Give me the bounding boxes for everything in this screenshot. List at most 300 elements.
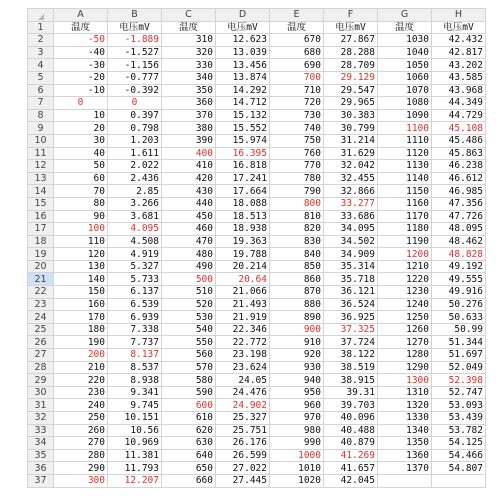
table-cell[interactable]: 50.633 [432, 311, 486, 324]
column-header[interactable]: E [270, 9, 324, 22]
column-header[interactable]: B [108, 9, 162, 22]
row-header[interactable]: 30 [28, 386, 54, 399]
table-cell[interactable]: 1210 [378, 260, 432, 273]
table-cell[interactable]: 1290 [378, 361, 432, 374]
table-cell[interactable]: 430 [162, 185, 216, 198]
table-cell[interactable]: 21.493 [216, 298, 270, 311]
table-cell[interactable]: 340 [162, 71, 216, 84]
table-cell[interactable]: 530 [162, 311, 216, 324]
table-cell[interactable]: 1010 [270, 462, 324, 475]
table-header-cell[interactable]: 电压mV [432, 21, 486, 34]
table-cell[interactable]: 270 [54, 437, 108, 450]
table-cell[interactable]: 970 [270, 412, 324, 425]
table-cell[interactable]: 6.939 [108, 311, 162, 324]
table-cell[interactable]: 1100 [378, 122, 432, 135]
table-cell[interactable]: 51.697 [432, 349, 486, 362]
table-cell[interactable]: 570 [162, 361, 216, 374]
table-cell[interactable]: 43.585 [432, 71, 486, 84]
table-cell[interactable]: 18.088 [216, 197, 270, 210]
table-cell[interactable]: 1310 [378, 386, 432, 399]
table-cell[interactable]: 45.486 [432, 134, 486, 147]
table-cell[interactable]: 50 [54, 160, 108, 173]
table-cell[interactable]: 950 [270, 386, 324, 399]
table-cell[interactable]: 140 [54, 273, 108, 286]
table-cell[interactable]: 1340 [378, 424, 432, 437]
table-cell[interactable]: -0.777 [108, 71, 162, 84]
table-cell[interactable]: 670 [270, 34, 324, 47]
table-cell[interactable]: 2.436 [108, 172, 162, 185]
row-header[interactable]: 18 [28, 235, 54, 248]
table-cell[interactable]: 31.214 [324, 134, 378, 147]
table-cell[interactable]: 70 [54, 185, 108, 198]
table-cell[interactable]: 35.314 [324, 260, 378, 273]
table-cell[interactable]: 48.095 [432, 223, 486, 236]
table-cell[interactable]: 24.476 [216, 386, 270, 399]
row-header[interactable]: 6 [28, 84, 54, 97]
table-cell[interactable]: 740 [270, 122, 324, 135]
table-cell[interactable]: 44.729 [432, 109, 486, 122]
table-cell[interactable]: 29.965 [324, 97, 378, 110]
table-cell[interactable]: 310 [162, 34, 216, 47]
table-cell[interactable]: -1.156 [108, 59, 162, 72]
table-header-cell[interactable]: 温度 [270, 21, 324, 34]
table-cell[interactable]: 540 [162, 323, 216, 336]
table-cell[interactable]: 31.629 [324, 147, 378, 160]
row-header[interactable]: 37 [28, 474, 54, 487]
row-header[interactable]: 35 [28, 449, 54, 462]
table-cell[interactable]: 18.938 [216, 223, 270, 236]
table-cell[interactable]: 38.915 [324, 374, 378, 387]
table-cell[interactable]: 36.925 [324, 311, 378, 324]
table-cell[interactable]: 12.623 [216, 34, 270, 47]
table-cell[interactable]: 1000 [270, 449, 324, 462]
table-cell[interactable]: 1230 [378, 286, 432, 299]
table-cell[interactable]: 990 [270, 437, 324, 450]
table-cell[interactable]: 1320 [378, 399, 432, 412]
table-cell[interactable]: 34.909 [324, 248, 378, 261]
table-cell[interactable]: 710 [270, 84, 324, 97]
table-cell[interactable]: 10.151 [108, 412, 162, 425]
table-cell[interactable]: 38.122 [324, 349, 378, 362]
table-cell[interactable]: 18.513 [216, 210, 270, 223]
table-cell[interactable]: 39.703 [324, 399, 378, 412]
table-cell[interactable]: 42.432 [432, 34, 486, 47]
column-header[interactable]: C [162, 9, 216, 22]
table-cell[interactable]: 1020 [270, 474, 324, 487]
table-cell[interactable]: 4.095 [108, 223, 162, 236]
table-cell[interactable]: 580 [162, 374, 216, 387]
row-header[interactable]: 31 [28, 399, 54, 412]
table-cell[interactable]: 350 [162, 84, 216, 97]
table-cell[interactable]: 770 [270, 160, 324, 173]
table-cell[interactable]: 440 [162, 197, 216, 210]
table-cell[interactable]: 1040 [378, 46, 432, 59]
table-cell[interactable]: 450 [162, 210, 216, 223]
row-header[interactable]: 16 [28, 210, 54, 223]
row-header[interactable]: 7 [28, 97, 54, 110]
table-cell[interactable]: 17.241 [216, 172, 270, 185]
table-cell[interactable]: 380 [162, 122, 216, 135]
table-cell[interactable]: 21.066 [216, 286, 270, 299]
row-header[interactable]: 32 [28, 412, 54, 425]
table-header-cell[interactable]: 温度 [54, 21, 108, 34]
table-cell[interactable]: 1350 [378, 437, 432, 450]
table-cell[interactable]: 50.276 [432, 298, 486, 311]
table-cell[interactable]: 110 [54, 235, 108, 248]
table-cell[interactable]: 26.176 [216, 437, 270, 450]
table-cell[interactable]: 1090 [378, 109, 432, 122]
table-cell[interactable]: 28.709 [324, 59, 378, 72]
table-header-cell[interactable]: 电压mV [324, 21, 378, 34]
table-cell[interactable]: 1270 [378, 336, 432, 349]
table-cell[interactable]: 25.751 [216, 424, 270, 437]
row-header[interactable]: 11 [28, 147, 54, 160]
table-cell[interactable]: 46.985 [432, 185, 486, 198]
row-header[interactable]: 21 [28, 273, 54, 286]
table-cell[interactable]: 27.445 [216, 474, 270, 487]
table-cell[interactable]: 35.718 [324, 273, 378, 286]
table-cell[interactable]: 1240 [378, 298, 432, 311]
table-cell[interactable]: 34.095 [324, 223, 378, 236]
row-header[interactable]: 27 [28, 349, 54, 362]
table-cell[interactable]: 890 [270, 311, 324, 324]
table-cell[interactable]: 38.519 [324, 361, 378, 374]
table-cell[interactable]: -50 [54, 34, 108, 47]
table-cell[interactable]: 1130 [378, 160, 432, 173]
table-cell[interactable]: 40.488 [324, 424, 378, 437]
table-cell[interactable]: 52.049 [432, 361, 486, 374]
table-cell[interactable]: 52.398 [432, 374, 486, 387]
table-cell[interactable]: 33.277 [324, 197, 378, 210]
table-cell[interactable]: 150 [54, 286, 108, 299]
row-header[interactable]: 28 [28, 361, 54, 374]
table-cell[interactable]: 630 [162, 437, 216, 450]
table-cell[interactable]: 280 [54, 449, 108, 462]
table-cell[interactable]: 3.681 [108, 210, 162, 223]
column-header[interactable]: H [432, 9, 486, 22]
table-cell[interactable]: 870 [270, 286, 324, 299]
table-cell[interactable]: 2.022 [108, 160, 162, 173]
table-cell[interactable]: 41.269 [324, 449, 378, 462]
table-header-cell[interactable]: 电压mV [216, 21, 270, 34]
table-cell[interactable]: 1030 [378, 34, 432, 47]
table-cell[interactable]: -0.392 [108, 84, 162, 97]
table-cell[interactable]: 30 [54, 134, 108, 147]
table-cell[interactable]: 1220 [378, 273, 432, 286]
table-cell[interactable]: 260 [54, 424, 108, 437]
table-cell[interactable]: 54.807 [432, 462, 486, 475]
table-cell[interactable]: 33.686 [324, 210, 378, 223]
row-header[interactable]: 10 [28, 134, 54, 147]
table-cell[interactable]: 43.968 [432, 84, 486, 97]
table-cell[interactable]: 10 [54, 109, 108, 122]
table-cell[interactable]: 1110 [378, 134, 432, 147]
table-cell[interactable]: 810 [270, 210, 324, 223]
table-cell[interactable]: 48.462 [432, 235, 486, 248]
table-cell[interactable]: 1200 [378, 248, 432, 261]
table-cell[interactable]: 22.346 [216, 323, 270, 336]
table-header-cell[interactable]: 温度 [162, 21, 216, 34]
table-cell[interactable]: 49.916 [432, 286, 486, 299]
table-cell[interactable]: 1080 [378, 97, 432, 110]
table-cell[interactable]: 1.203 [108, 134, 162, 147]
table-cell[interactable]: 32.042 [324, 160, 378, 173]
table-cell[interactable]: 460 [162, 223, 216, 236]
table-cell[interactable]: 1060 [378, 71, 432, 84]
row-header[interactable]: 13 [28, 172, 54, 185]
table-cell[interactable]: 24.05 [216, 374, 270, 387]
table-cell[interactable]: 130 [54, 260, 108, 273]
table-cell[interactable]: 54.466 [432, 449, 486, 462]
table-cell[interactable]: 5.327 [108, 260, 162, 273]
row-header[interactable]: 14 [28, 185, 54, 198]
table-cell[interactable]: 53.782 [432, 424, 486, 437]
row-header[interactable]: 29 [28, 374, 54, 387]
row-header[interactable]: 36 [28, 462, 54, 475]
table-cell[interactable]: 210 [54, 361, 108, 374]
table-cell[interactable]: 9.341 [108, 386, 162, 399]
table-cell[interactable]: 0 [108, 97, 162, 110]
table-cell[interactable]: 1170 [378, 210, 432, 223]
table-cell[interactable]: 620 [162, 424, 216, 437]
table-cell[interactable]: 1.611 [108, 147, 162, 160]
column-header[interactable]: F [324, 9, 378, 22]
table-cell[interactable]: 16.395 [216, 147, 270, 160]
column-header[interactable]: A [54, 9, 108, 22]
table-cell[interactable]: 20.214 [216, 260, 270, 273]
table-cell[interactable]: 46.612 [432, 172, 486, 185]
table-cell[interactable]: 14.712 [216, 97, 270, 110]
table-cell[interactable]: 15.552 [216, 122, 270, 135]
row-header[interactable]: 5 [28, 71, 54, 84]
table-cell[interactable]: 290 [54, 462, 108, 475]
table-cell[interactable]: 910 [270, 336, 324, 349]
table-cell[interactable]: 10.56 [108, 424, 162, 437]
table-cell[interactable]: 1050 [378, 59, 432, 72]
table-cell[interactable]: 480 [162, 248, 216, 261]
table-cell[interactable]: 790 [270, 185, 324, 198]
table-cell[interactable]: 590 [162, 386, 216, 399]
table-cell[interactable]: 1370 [378, 462, 432, 475]
table-cell[interactable]: 15.974 [216, 134, 270, 147]
table-cell[interactable]: -1.527 [108, 46, 162, 59]
table-cell[interactable]: 610 [162, 412, 216, 425]
table-cell[interactable]: 8.137 [108, 349, 162, 362]
table-cell[interactable]: 26.599 [216, 449, 270, 462]
table-cell[interactable]: 39.31 [324, 386, 378, 399]
table-cell[interactable]: 4.919 [108, 248, 162, 261]
table-cell[interactable]: 27.867 [324, 34, 378, 47]
table-cell[interactable]: 390 [162, 134, 216, 147]
table-cell[interactable]: 1150 [378, 185, 432, 198]
table-cell[interactable]: 1140 [378, 172, 432, 185]
table-cell[interactable]: 980 [270, 424, 324, 437]
table-cell[interactable]: 32.455 [324, 172, 378, 185]
table-cell[interactable]: 330 [162, 59, 216, 72]
table-cell[interactable]: 520 [162, 298, 216, 311]
table-cell[interactable]: 550 [162, 336, 216, 349]
table-cell[interactable]: 34.502 [324, 235, 378, 248]
table-cell[interactable]: 190 [54, 336, 108, 349]
table-cell[interactable]: 160 [54, 298, 108, 311]
table-cell[interactable]: 1360 [378, 449, 432, 462]
table-cell[interactable]: 24.902 [216, 399, 270, 412]
table-cell[interactable]: 0 [54, 97, 108, 110]
table-cell[interactable]: 0.397 [108, 109, 162, 122]
row-header[interactable]: 22 [28, 286, 54, 299]
table-cell[interactable]: 8.938 [108, 374, 162, 387]
table-cell[interactable]: 60 [54, 172, 108, 185]
table-cell[interactable]: 820 [270, 223, 324, 236]
table-cell[interactable]: 1120 [378, 147, 432, 160]
table-cell[interactable]: 320 [162, 46, 216, 59]
table-cell[interactable]: 36.524 [324, 298, 378, 311]
row-header[interactable]: 33 [28, 424, 54, 437]
table-cell[interactable]: 7.737 [108, 336, 162, 349]
table-cell[interactable]: 30.799 [324, 122, 378, 135]
table-cell[interactable]: 15.132 [216, 109, 270, 122]
table-cell[interactable]: -20 [54, 71, 108, 84]
row-header[interactable]: 8 [28, 109, 54, 122]
table-cell[interactable]: 3.266 [108, 197, 162, 210]
table-cell[interactable]: 120 [54, 248, 108, 261]
table-cell[interactable]: 0.798 [108, 122, 162, 135]
table-cell[interactable]: 700 [270, 71, 324, 84]
table-cell[interactable]: 80 [54, 197, 108, 210]
table-cell[interactable] [432, 474, 486, 487]
table-cell[interactable]: 46.238 [432, 160, 486, 173]
table-header-cell[interactable]: 电压mV [108, 21, 162, 34]
table-cell[interactable]: 840 [270, 248, 324, 261]
table-cell[interactable]: 13.874 [216, 71, 270, 84]
table-cell[interactable]: 17.664 [216, 185, 270, 198]
table-cell[interactable]: 28.288 [324, 46, 378, 59]
table-cell[interactable]: 11.381 [108, 449, 162, 462]
table-cell[interactable]: 1330 [378, 412, 432, 425]
select-all-corner[interactable] [28, 9, 54, 22]
row-header[interactable]: 17 [28, 223, 54, 236]
table-cell[interactable]: 6.137 [108, 286, 162, 299]
table-cell[interactable]: 45.108 [432, 122, 486, 135]
row-header[interactable]: 26 [28, 336, 54, 349]
table-cell[interactable]: 32.866 [324, 185, 378, 198]
table-cell[interactable]: 1070 [378, 84, 432, 97]
table-cell[interactable]: 14.292 [216, 84, 270, 97]
row-header[interactable]: 12 [28, 160, 54, 173]
table-cell[interactable]: 19.788 [216, 248, 270, 261]
table-cell[interactable]: 960 [270, 399, 324, 412]
table-cell[interactable]: 930 [270, 361, 324, 374]
table-cell[interactable]: 47.356 [432, 197, 486, 210]
row-header[interactable]: 20 [28, 260, 54, 273]
row-header[interactable]: 1 [28, 21, 54, 34]
table-cell[interactable]: 850 [270, 260, 324, 273]
table-cell[interactable]: 510 [162, 286, 216, 299]
table-cell[interactable]: 53.093 [432, 399, 486, 412]
table-cell[interactable]: 1280 [378, 349, 432, 362]
table-cell[interactable]: 36.121 [324, 286, 378, 299]
table-cell[interactable]: 500 [162, 273, 216, 286]
table-cell[interactable]: 780 [270, 172, 324, 185]
row-header[interactable]: 23 [28, 298, 54, 311]
table-cell[interactable]: 180 [54, 323, 108, 336]
table-cell[interactable]: 240 [54, 399, 108, 412]
table-cell[interactable]: 13.456 [216, 59, 270, 72]
table-cell[interactable]: 370 [162, 109, 216, 122]
table-cell[interactable]: 37.325 [324, 323, 378, 336]
table-cell[interactable]: 19.363 [216, 235, 270, 248]
table-cell[interactable]: 12.207 [108, 474, 162, 487]
row-header[interactable]: 34 [28, 437, 54, 450]
table-cell[interactable]: 1190 [378, 235, 432, 248]
table-cell[interactable]: 680 [270, 46, 324, 59]
table-cell[interactable]: 900 [270, 323, 324, 336]
table-cell[interactable]: 16.818 [216, 160, 270, 173]
table-cell[interactable]: 470 [162, 235, 216, 248]
table-cell[interactable]: 52.747 [432, 386, 486, 399]
table-cell[interactable]: 48.828 [432, 248, 486, 261]
table-cell[interactable]: 40.096 [324, 412, 378, 425]
row-header[interactable]: 9 [28, 122, 54, 135]
table-cell[interactable]: 20.64 [216, 273, 270, 286]
row-header[interactable]: 2 [28, 34, 54, 47]
table-cell[interactable]: 300 [54, 474, 108, 487]
table-cell[interactable]: 90 [54, 210, 108, 223]
spreadsheet-grid[interactable] [27, 8, 486, 488]
row-header[interactable]: 24 [28, 311, 54, 324]
table-cell[interactable]: 600 [162, 399, 216, 412]
table-cell[interactable]: 690 [270, 59, 324, 72]
table-cell[interactable]: 400 [162, 147, 216, 160]
table-header-cell[interactable]: 温度 [378, 21, 432, 34]
table-cell[interactable]: -40 [54, 46, 108, 59]
table-cell[interactable]: 21.919 [216, 311, 270, 324]
table-cell[interactable]: 50.99 [432, 323, 486, 336]
table-cell[interactable]: 940 [270, 374, 324, 387]
table-cell[interactable]: -1.889 [108, 34, 162, 47]
table-cell[interactable]: 45.863 [432, 147, 486, 160]
table-cell[interactable]: -30 [54, 59, 108, 72]
table-cell[interactable]: 360 [162, 97, 216, 110]
table-cell[interactable]: -10 [54, 84, 108, 97]
table-cell[interactable]: 29.129 [324, 71, 378, 84]
column-header[interactable]: D [216, 9, 270, 22]
table-cell[interactable]: 560 [162, 349, 216, 362]
table-cell[interactable]: 23.624 [216, 361, 270, 374]
table-cell[interactable]: 49.555 [432, 273, 486, 286]
table-cell[interactable]: 200 [54, 349, 108, 362]
table-cell[interactable]: 750 [270, 134, 324, 147]
table-cell[interactable]: 6.539 [108, 298, 162, 311]
table-cell[interactable]: 920 [270, 349, 324, 362]
table-cell[interactable]: 42.045 [324, 474, 378, 487]
column-header[interactable]: G [378, 9, 432, 22]
table-cell[interactable]: 8.537 [108, 361, 162, 374]
table-cell[interactable]: 490 [162, 260, 216, 273]
table-cell[interactable]: 1260 [378, 323, 432, 336]
table-cell[interactable]: 100 [54, 223, 108, 236]
table-cell[interactable]: 2.85 [108, 185, 162, 198]
table-cell[interactable]: 51.344 [432, 336, 486, 349]
table-cell[interactable]: 730 [270, 109, 324, 122]
table-cell[interactable]: 47.726 [432, 210, 486, 223]
table-cell[interactable]: 40.879 [324, 437, 378, 450]
table-cell[interactable]: 37.724 [324, 336, 378, 349]
table-cell[interactable]: 54.125 [432, 437, 486, 450]
table-cell[interactable]: 42.817 [432, 46, 486, 59]
table-cell[interactable]: 230 [54, 386, 108, 399]
row-header[interactable]: 19 [28, 248, 54, 261]
